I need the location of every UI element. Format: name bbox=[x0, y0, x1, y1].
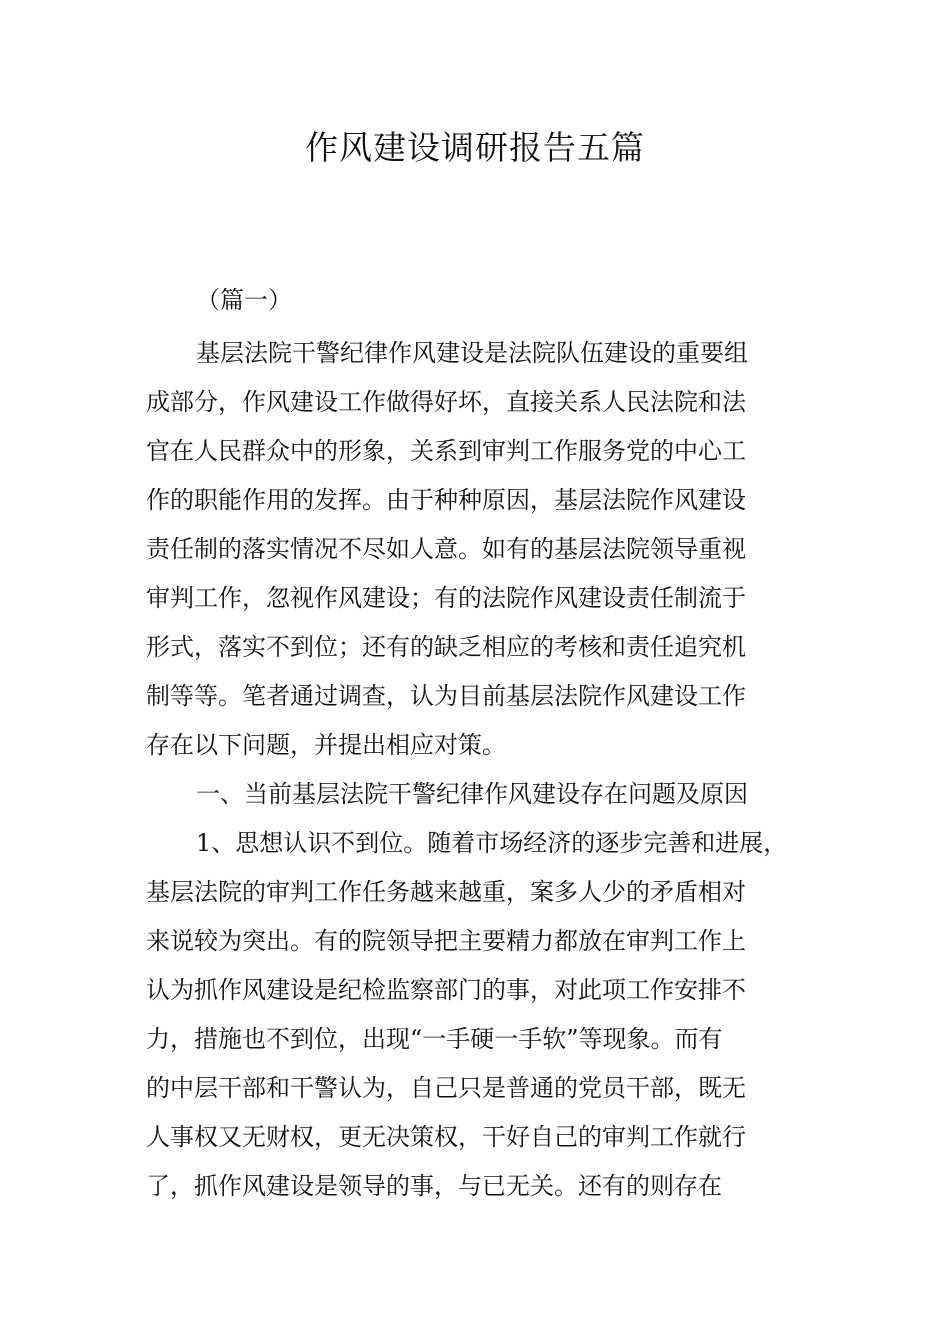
paragraph-line: 制等等。笔者通过调查，认为目前基层法院作风建设工作 bbox=[146, 682, 746, 710]
document-body bbox=[146, 329, 818, 1211]
paragraph-line: 的中层干部和干警认为，自己只是普通的党员干部，既无 bbox=[146, 1074, 746, 1102]
paragraph-line: 力，措施也不到位，出现“一手硬一手软”等现象。而有 bbox=[146, 1025, 723, 1053]
paragraph-line: 官在人民群众中的形象，关系到审判工作服务党的中心工 bbox=[146, 437, 746, 465]
paragraph-line: 人事权又无财权，更无决策权，干好自己的审判工作就行 bbox=[146, 1123, 746, 1151]
paragraph-line: 形式，落实不到位；还有的缺乏相应的考核和责任追究机 bbox=[146, 633, 746, 661]
paragraph-line: 责任制的落实情况不尽如人意。如有的基层法院领导重视 bbox=[146, 535, 746, 563]
document-title: 作风建设调研报告五篇 bbox=[305, 128, 645, 167]
paragraph-line: 1、思想认识不到位。随着市场经济的逐步完善和进展， bbox=[196, 829, 788, 857]
section-heading: 一、当前基层法院干警纪律作风建设存在问题及原因 bbox=[196, 780, 748, 808]
paragraph-line: 审判工作，忽视作风建设；有的法院作风建设责任制流于 bbox=[146, 584, 746, 612]
paragraph-line: 作的职能作用的发挥。由于种种原因，基层法院作风建设 bbox=[146, 486, 746, 514]
paragraph-line: 认为抓作风建设是纪检监察部门的事，对此项工作安排不 bbox=[146, 976, 746, 1004]
paragraph-line: 存在以下问题，并提出相应对策。 bbox=[146, 731, 506, 759]
paragraph-line: 了，抓作风建设是领导的事，与已无关。还有的则存在 bbox=[146, 1172, 722, 1200]
paragraph-line: 基层法院的审判工作任务越来越重，案多人少的矛盾相对 bbox=[146, 878, 746, 906]
paragraph-line: 来说较为突出。有的院领导把主要精力都放在审判工作上 bbox=[146, 927, 746, 955]
section-label: （篇一） bbox=[196, 286, 292, 314]
paragraph-line: 成部分，作风建设工作做得好坏，直接关系人民法院和法 bbox=[146, 388, 746, 416]
paragraph-line: 基层法院干警纪律作风建设是法院队伍建设的重要组 bbox=[196, 339, 748, 367]
